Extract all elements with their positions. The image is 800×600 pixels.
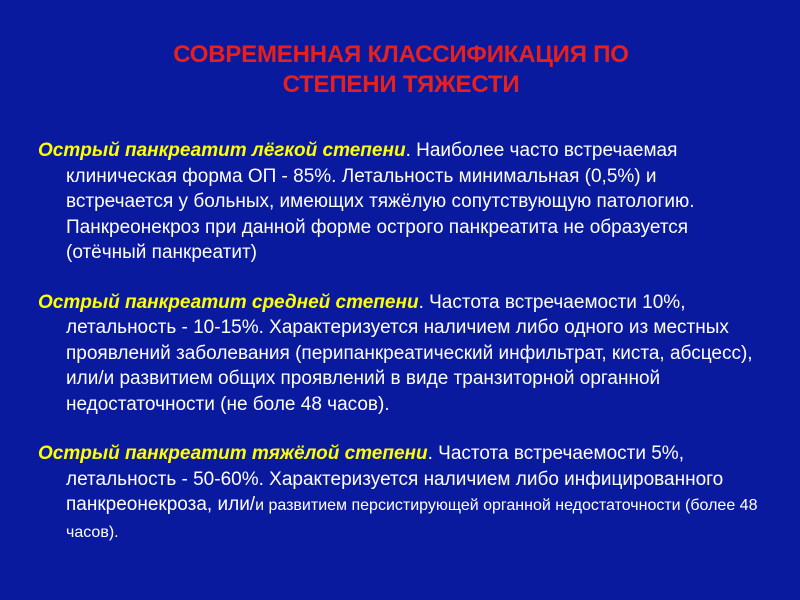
term-moderate: Острый панкреатит средней степени [38,291,419,313]
slide-title [38,40,764,100]
paragraph-mild [38,138,764,266]
paragraph-mild-text: . Наиболее часто встречаемая клиническая форма ОП - 85%. Летальность минимальная (0,5%) и встречается у больных, имеющих тяжёлую сопутствующую патологию. Панкреонекроз при данной форме острого панкреатита не образуется (отёчный панкреатит) [66,140,695,263]
term-mild: Острый панкреатит лёгкой степени [38,140,406,161]
paragraph-severe-text: . Частота встречаемости 5%, летальность - 50-60%. Характеризуется наличием либо инфицированного панкреонекроза, или/ [66,443,724,515]
paragraph-moderate-text: . Частота встречаемости 10%, летальность - 10-15%. Характеризуется наличием либо одного из местных проявлений заболевания (перипанкреатический инфильтрат, киста, абсцесс), или/и развитием общих проявлений в виде транзиторной органной недостаточности (не боле 48 часов). [66,291,753,415]
slide-title-line-2: СТЕПЕНИ ТЯЖЕСТИ [282,71,520,98]
slide-title-line-1: СОВРЕМЕННАЯ КЛАССИФИКАЦИЯ ПО [173,41,629,68]
term-severe: Острый панкреатит тяжёлой степени [38,443,428,464]
paragraph-severe [38,441,764,545]
paragraph-severe-text-small: и развитием персистирующей органной недостаточности (более 48 часов). [66,497,758,541]
paragraph-moderate [38,290,764,418]
